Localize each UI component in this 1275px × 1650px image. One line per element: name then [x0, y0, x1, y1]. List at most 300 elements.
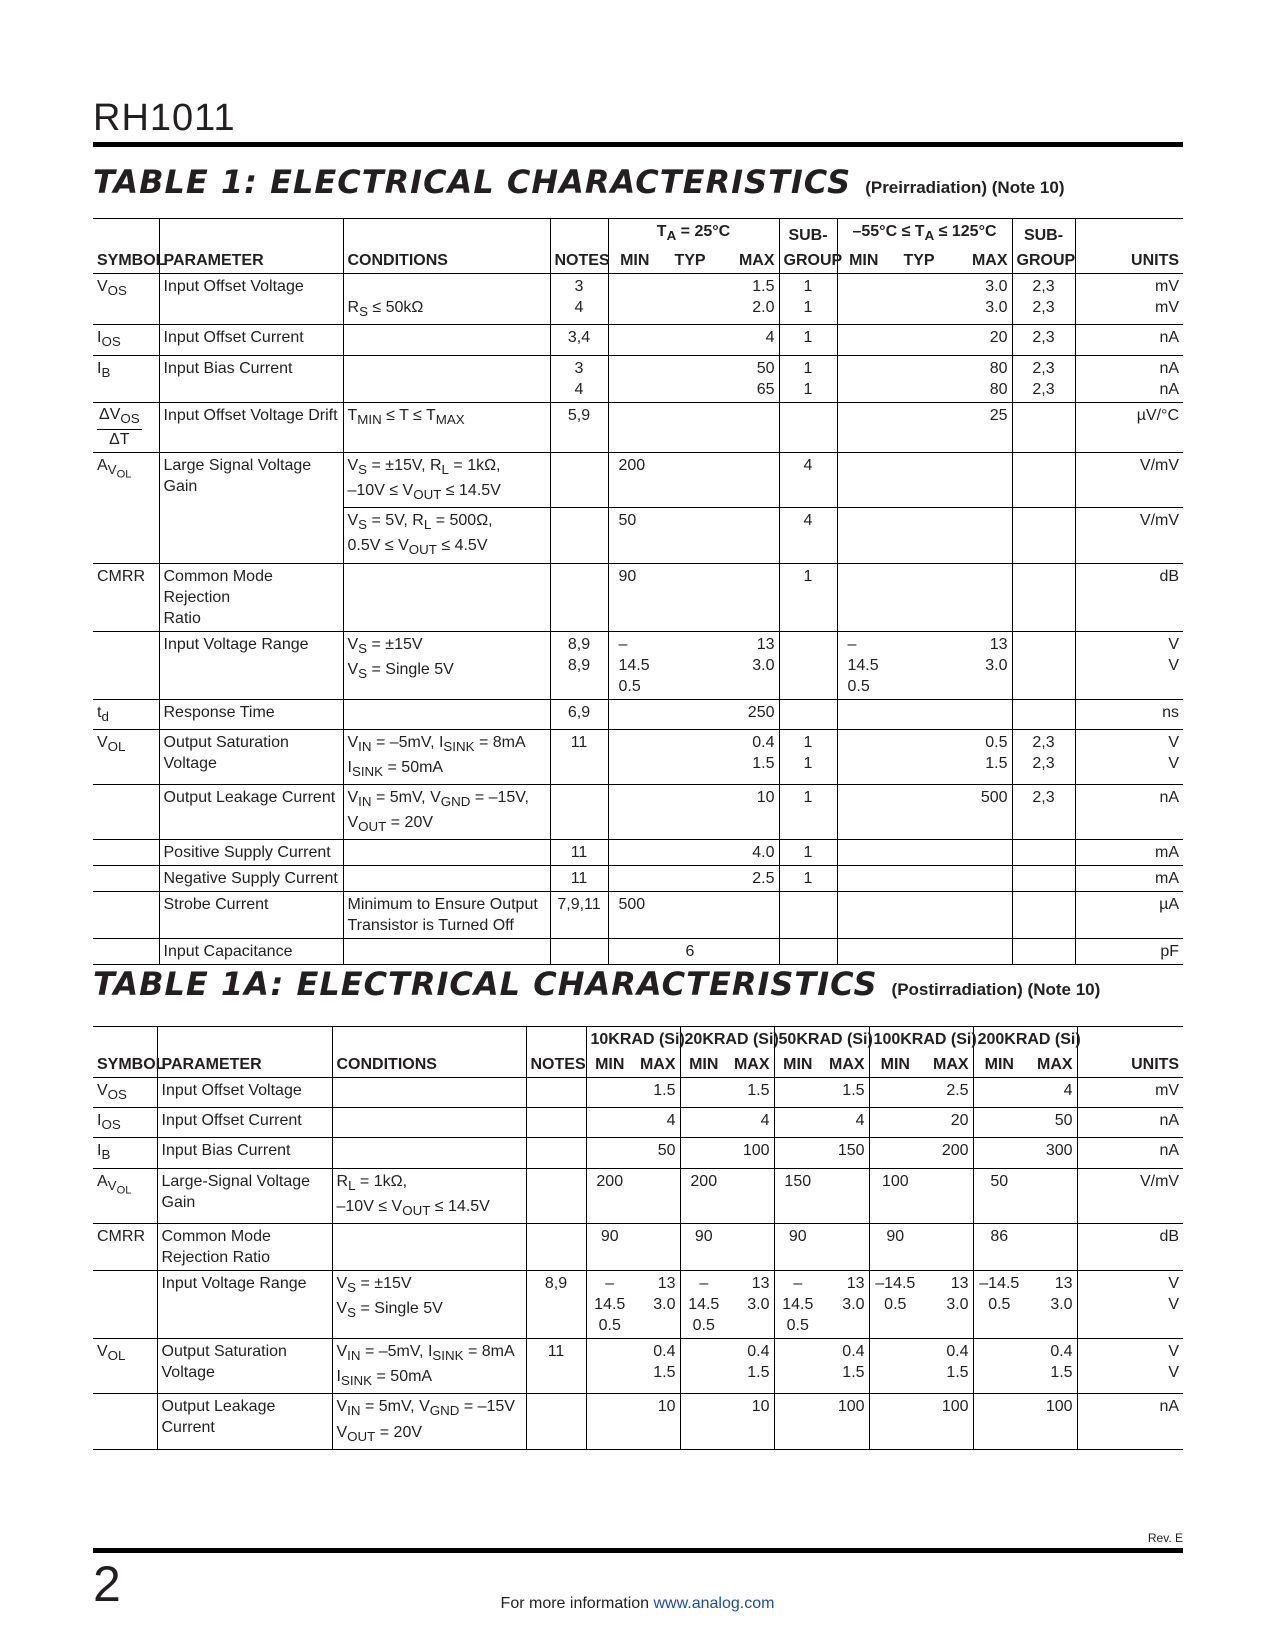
t1a-min-cell: 90 [586, 1223, 633, 1270]
t1-max25-cell: 13 3.0 [752, 635, 775, 674]
t1-parameter-cell: Input Offset Voltage [159, 274, 343, 325]
t1-min25-cell [608, 785, 661, 840]
more-info-text: For more information [500, 1595, 654, 1612]
t1-sub1-cell [779, 939, 837, 965]
t1a-group-header: 100KRAD (Si) [869, 1027, 973, 1053]
t1-max25-cell: 4.0 [752, 844, 775, 862]
t1-col-header: GROUP [1012, 248, 1075, 274]
t1-min25-cell [608, 840, 661, 866]
t1-units-cell: nA nA [1075, 355, 1183, 402]
table-row [93, 1108, 1183, 1138]
t1-typT-cell [890, 840, 948, 866]
t1-notes-cell [550, 563, 608, 631]
t1-typ25-cell [661, 452, 719, 507]
t1a-col-header: MAX [633, 1052, 680, 1078]
t1-conditions-cell: $V_S = 5V$, $R_L = 500\Omega$, $0.5V \le V_{OUT} \le 4.5V$ [343, 508, 550, 563]
t1a-max-cell: 100 [837, 1398, 865, 1416]
t1-maxT-cell: 3.0 3.0 [985, 278, 1008, 317]
t1-sub1-cell [779, 892, 837, 939]
t1-min25-cell: 50 [608, 508, 661, 563]
t1a-max-cell: 100 [941, 1398, 969, 1416]
t1a-symbol-cell: $V_{OS}$ [97, 1082, 127, 1103]
t1a-col-header: MAX [921, 1052, 973, 1078]
table-row [93, 840, 1183, 866]
table1-subtitle: (Preirradiation) (Note 10) [865, 178, 1065, 197]
t1a-conditions-cell [332, 1078, 526, 1108]
t1a-notes-cell [526, 1108, 586, 1138]
t1-typT-cell [890, 452, 948, 507]
t1-sub1-cell: 4 [779, 508, 837, 563]
t1a-min-cell [680, 1078, 727, 1108]
t1a-min-cell [680, 1338, 727, 1393]
t1-sub-label-1: SUB- [779, 219, 837, 249]
t1-conditions-cell: $V_S = \pm 15V$ $V_S$ = Single 5V [343, 631, 550, 699]
t1-min25-cell: –14.5 0.5 [608, 631, 661, 699]
t1-typ25-cell [661, 866, 719, 892]
t1-min25-cell [608, 939, 661, 965]
t1-conditions-cell: $V_S = \pm 15V$, $R_L = 1k\Omega$, $-10V \le V_{OUT} \le 14.5V$ [343, 452, 550, 507]
t1a-max-cell [727, 1223, 774, 1270]
t1a-max-cell: 0.4 1.5 [1050, 1342, 1073, 1381]
t1a-parameter-cell: Output Saturation Voltage [157, 1338, 332, 1393]
t1-symbol-cell: $V_{OL}$ [97, 733, 126, 754]
t1a-max-cell: 0.4 1.5 [653, 1342, 676, 1381]
t1-typ25-cell [661, 785, 719, 840]
t1a-notes-cell: 8,9 [526, 1270, 586, 1338]
t1-sub2-cell: 2,3 [1012, 325, 1075, 355]
t1a-max-cell: 20 [950, 1112, 969, 1130]
table-row [93, 892, 1183, 939]
t1-sub2-cell: 2,3 [1012, 785, 1075, 840]
t1-col-header: CONDITIONS [343, 248, 550, 274]
t1a-col-header: NOTES [526, 1052, 586, 1078]
t1-notes-cell: 3 4 [550, 355, 608, 402]
t1-conditions-cell [343, 355, 550, 402]
t1a-max-cell: 150 [837, 1142, 865, 1160]
t1-notes-cell [550, 785, 608, 840]
t1-units-cell: mA [1075, 840, 1183, 866]
t1-conditions-cell: $V_{IN} = -5mV$, $I_{SINK} = 8mA$ $I_{SINK} = 50mA$ [343, 729, 550, 784]
t1-typT-cell [890, 785, 948, 840]
t1-units-cell: µA [1075, 892, 1183, 939]
t1-parameter-cell: Output Leakage Current [159, 785, 343, 840]
table-row [93, 508, 1183, 563]
t1-parameter-cell: Response Time [159, 699, 343, 729]
t1-units-cell: V/mV [1075, 452, 1183, 507]
t1a-min-cell [869, 1078, 921, 1108]
t1-symbol-cell [93, 631, 159, 699]
t1a-min-cell [774, 1138, 821, 1168]
t1a-symbol-cell: $I_{OS}$ [97, 1112, 121, 1133]
t1a-conditions-cell: $R_L = 1k\Omega$, $-10V \le V_{OUT} \le 14.5V$ [332, 1168, 526, 1223]
t1a-max-cell: 100 [1045, 1398, 1073, 1416]
t1-maxT-cell [948, 699, 1012, 729]
t1-col-header: PARAMETER [159, 248, 343, 274]
t1-sub1-cell [779, 699, 837, 729]
t1-parameter-cell: Input Bias Current [159, 355, 343, 402]
t1-typT-cell [890, 866, 948, 892]
t1a-max-cell: 1.5 [653, 1082, 676, 1099]
t1-maxT-cell [948, 866, 1012, 892]
t1-units-cell: mA [1075, 866, 1183, 892]
t1-sub2-cell: 2,3 2,3 [1012, 355, 1075, 402]
table-row [93, 699, 1183, 729]
t1a-group-header: 200KRAD (Si) [973, 1027, 1077, 1053]
t1-parameter-cell: Common Mode Rejection Ratio [159, 563, 343, 631]
t1a-min-cell [680, 1138, 727, 1168]
t1a-units-cell: V V [1077, 1270, 1183, 1338]
table-row [93, 1168, 1183, 1223]
t1-symbol-cell [93, 840, 159, 866]
t1-minT-cell [837, 892, 890, 939]
t1-units-cell: V V [1075, 729, 1183, 784]
t1-sub1-cell: 1 [779, 563, 837, 631]
t1-typ25-cell [661, 892, 719, 939]
t1-minT-cell [837, 563, 890, 631]
t1-minT-cell [837, 355, 890, 402]
t1a-col-header: MIN [869, 1052, 921, 1078]
table1a-heading [93, 965, 1100, 1003]
t1-minT-cell: –14.5 0.5 [837, 631, 890, 699]
t1-symbol-cell [93, 508, 159, 563]
t1-parameter-cell: Output Saturation Voltage [159, 729, 343, 784]
t1a-max-cell [1025, 1223, 1077, 1270]
t1-minT-cell [837, 325, 890, 355]
t1a-max-cell: 0.4 1.5 [747, 1342, 770, 1381]
t1a-min-cell [973, 1078, 1025, 1108]
t1-conditions-cell [343, 563, 550, 631]
t1-maxT-cell: 500 [980, 789, 1008, 807]
t1a-parameter-cell: Output Leakage Current [157, 1394, 332, 1449]
t1a-symbol-cell: $V_{OL}$ [97, 1342, 126, 1364]
t1-minT-cell [837, 402, 890, 452]
analog-link[interactable]: www.analog.com [653, 1595, 775, 1612]
page-number: 2 [93, 1556, 121, 1612]
t1-col-header: MIN [608, 248, 661, 274]
t1a-min-cell: 90 [774, 1223, 821, 1270]
t1a-min-cell [973, 1394, 1025, 1449]
t1-minT-cell [837, 866, 890, 892]
t1a-min-cell [586, 1394, 633, 1449]
table-row [93, 325, 1183, 355]
t1-sub2-cell: 2,3 2,3 [1012, 729, 1075, 784]
t1a-parameter-cell: Input Offset Voltage [157, 1078, 332, 1108]
t1-maxT-cell: 25 [989, 406, 1008, 424]
t1a-units-cell: V V [1077, 1338, 1183, 1393]
t1-notes-cell [550, 508, 608, 563]
t1a-col-header: MIN [973, 1052, 1025, 1078]
table1a-subtitle: (Postirradiation) (Note 10) [891, 980, 1101, 999]
t1-max25-cell: 0.4 1.5 [752, 733, 775, 772]
t1-conditions-cell [343, 325, 550, 355]
t1a-min-cell [973, 1138, 1025, 1168]
t1-typ25-cell [661, 699, 719, 729]
t1a-units-cell: V/mV [1077, 1168, 1183, 1223]
more-info [0, 1595, 1275, 1613]
t1-min25-cell: 200 [608, 452, 661, 507]
t1-maxT-cell: 13 3.0 [985, 635, 1008, 674]
t1-col-header: MAX [948, 248, 1012, 274]
t1a-col-header: MIN [774, 1052, 821, 1078]
t1-parameter-cell: Strobe Current [159, 892, 343, 939]
t1-units-cell: ns [1075, 699, 1183, 729]
t1a-max-cell [921, 1168, 973, 1223]
t1a-min-cell [680, 1394, 727, 1449]
t1a-min-cell: 90 [869, 1223, 921, 1270]
t1a-max-cell [727, 1168, 774, 1223]
t1-min25-cell: 500 [608, 892, 661, 939]
t1-typT-cell [890, 508, 948, 563]
t1-typT-cell [890, 274, 948, 325]
t1-conditions-cell [343, 840, 550, 866]
t1-col-header: TYP [661, 248, 719, 274]
t1-notes-cell: 8,9 8,9 [550, 631, 608, 699]
t1a-units-cell: nA [1077, 1138, 1183, 1168]
t1-minT-cell [837, 452, 890, 507]
t1a-min-cell: 200 [586, 1168, 633, 1223]
t1-max25-cell [719, 939, 779, 965]
t1a-group-header: 50KRAD (Si) [774, 1027, 869, 1053]
t1-symbol-cell [93, 892, 159, 939]
t1a-parameter-cell: Large-Signal Voltage Gain [157, 1168, 332, 1223]
t1-conditions-cell [343, 939, 550, 965]
t1a-parameter-cell: Input Offset Current [157, 1108, 332, 1138]
t1a-symbol-cell [93, 1394, 157, 1449]
t1-group-ta25: $T_A = 25^\circ C$ [608, 219, 779, 249]
t1-max25-cell: 250 [747, 703, 775, 721]
t1a-max-cell [633, 1223, 680, 1270]
t1-symbol-cell [93, 785, 159, 840]
t1a-max-cell: 50 [1054, 1112, 1073, 1130]
t1-col-header: TYP [890, 248, 948, 274]
t1-conditions-cell: $T_{MIN} \le T \le T_{MAX}$ [343, 402, 550, 452]
t1-minT-cell [837, 840, 890, 866]
t1-parameter-cell [159, 508, 343, 563]
t1a-group-header: 20KRAD (Si) [680, 1027, 774, 1053]
t1a-min-cell [869, 1394, 921, 1449]
t1-sub2-cell [1012, 402, 1075, 452]
t1a-max-cell: 300 [1045, 1142, 1073, 1160]
table-row [93, 1078, 1183, 1108]
t1a-min-cell: –14.5 0.5 [774, 1270, 821, 1338]
t1-symbol-cell: $A_{V_{OL}}$ [97, 456, 132, 481]
t1-sub1-cell: 1 [779, 840, 837, 866]
t1-sub2-cell [1012, 631, 1075, 699]
t1a-min-cell [869, 1138, 921, 1168]
t1-sub-label-2: SUB- [1012, 219, 1075, 249]
t1-units-cell: µV/°C [1075, 402, 1183, 452]
t1a-min-cell: –14.5 0.5 [973, 1270, 1025, 1338]
t1-minT-cell [837, 939, 890, 965]
t1a-notes-cell [526, 1138, 586, 1168]
t1-sub1-cell: 1 [779, 325, 837, 355]
t1a-min-cell [973, 1108, 1025, 1138]
t1-maxT-cell [948, 840, 1012, 866]
t1-typT-cell [890, 939, 948, 965]
t1-notes-cell: 6,9 [550, 699, 608, 729]
t1-conditions-cell: Minimum to Ensure Output Transistor is Turned Off [343, 892, 550, 939]
t1-col-header: MIN [837, 248, 890, 274]
table-row [93, 274, 1183, 325]
t1-min25-cell [608, 274, 661, 325]
t1-sub1-cell [779, 631, 837, 699]
table-row [93, 866, 1183, 892]
t1-conditions-cell: $R_S \le 50k\Omega$ [343, 274, 550, 325]
t1a-min-cell: 50 [973, 1168, 1025, 1223]
table1a [93, 1026, 1183, 1450]
t1-typ25-cell [661, 631, 719, 699]
t1a-max-cell: 1.5 [747, 1082, 770, 1099]
t1a-max-cell: 13 3.0 [747, 1274, 770, 1313]
t1-parameter-cell: Input Capacitance [159, 939, 343, 965]
t1a-col-header: SYMBOL [93, 1052, 157, 1078]
t1a-max-cell: 2.5 [946, 1082, 969, 1099]
t1a-notes-cell: 11 [526, 1338, 586, 1393]
t1a-notes-cell [526, 1394, 586, 1449]
t1-max25-cell: 1.5 2.0 [752, 278, 775, 317]
table-row [93, 1138, 1183, 1168]
t1-typT-cell [890, 631, 948, 699]
t1-typT-cell [890, 729, 948, 784]
t1-maxT-cell: 80 80 [989, 359, 1008, 398]
t1a-conditions-cell [332, 1108, 526, 1138]
t1-symbol-cell: $t_d$ [97, 703, 109, 724]
t1-sub1-cell: 4 [779, 452, 837, 507]
t1-symbol-cell [93, 866, 159, 892]
t1a-max-cell: 4 [1063, 1082, 1073, 1099]
t1-sub2-cell [1012, 840, 1075, 866]
t1a-col-header: PARAMETER [157, 1052, 332, 1078]
t1a-min-cell [586, 1108, 633, 1138]
t1-notes-cell: 11 [550, 866, 608, 892]
t1-units-cell: dB [1075, 563, 1183, 631]
t1-sub1-cell: 1 1 [779, 729, 837, 784]
t1a-parameter-cell: Common Mode Rejection Ratio [157, 1223, 332, 1270]
t1a-min-cell [586, 1338, 633, 1393]
t1-maxT-cell [948, 563, 1012, 631]
t1a-max-cell: 0.4 1.5 [946, 1342, 969, 1381]
t1-typ25-cell [661, 840, 719, 866]
t1-symbol-cell: $I_B$ [97, 359, 111, 380]
t1a-conditions-cell [332, 1138, 526, 1168]
t1-units-cell: nA [1075, 785, 1183, 840]
table-row [93, 1223, 1183, 1270]
t1a-symbol-cell: $A_{V_{OL}}$ [97, 1172, 132, 1197]
t1-typT-cell [890, 892, 948, 939]
t1-sub2-cell [1012, 866, 1075, 892]
t1a-min-cell: 150 [774, 1168, 821, 1223]
table-row [93, 939, 1183, 965]
t1-max25-cell: 2.5 [752, 870, 775, 888]
t1-units-cell: nA [1075, 325, 1183, 355]
t1-sub1-cell: 1 [779, 866, 837, 892]
t1a-units-cell: dB [1077, 1223, 1183, 1270]
t1a-max-cell: 13 3.0 [1050, 1274, 1073, 1313]
t1-symbol-cell: $I_{OS}$ [97, 329, 121, 350]
t1a-max-cell: 0.4 1.5 [842, 1342, 865, 1381]
t1-sub2-cell [1012, 892, 1075, 939]
t1a-group-header: 10KRAD (Si) [586, 1027, 680, 1053]
t1a-max-cell: 10 [751, 1398, 770, 1416]
t1a-max-cell: 4 [666, 1112, 676, 1130]
t1-max25-cell [719, 892, 779, 939]
t1a-parameter-cell: Input Voltage Range [157, 1270, 332, 1338]
t1-max25-cell [719, 402, 779, 452]
t1-typT-cell [890, 563, 948, 631]
t1-sub2-cell: 2,3 2,3 [1012, 274, 1075, 325]
t1-parameter-cell: Positive Supply Current [159, 840, 343, 866]
t1-min25-cell [608, 729, 661, 784]
t1-min25-cell: 90 [608, 563, 661, 631]
t1a-symbol-cell: $I_B$ [97, 1142, 111, 1163]
t1a-min-cell [869, 1108, 921, 1138]
t1a-col-header: MIN [586, 1052, 633, 1078]
t1-max25-cell [719, 508, 779, 563]
t1-maxT-cell [948, 508, 1012, 563]
t1a-symbol-cell [93, 1270, 157, 1338]
t1a-min-cell [774, 1338, 821, 1393]
t1-col-header: SYMBOL [93, 248, 159, 274]
t1a-max-cell: 13 3.0 [842, 1274, 865, 1313]
t1-minT-cell [837, 699, 890, 729]
t1-symbol-cell: CMRR [97, 567, 145, 585]
t1-units-cell: V/mV [1075, 508, 1183, 563]
part-number: RH1011 [93, 97, 236, 139]
t1a-parameter-cell: Input Bias Current [157, 1138, 332, 1168]
table-row [93, 1338, 1183, 1393]
t1a-conditions-cell [332, 1223, 526, 1270]
t1-maxT-cell [948, 892, 1012, 939]
t1a-min-cell [774, 1078, 821, 1108]
t1-typ25-cell: 6 [685, 943, 695, 961]
t1a-max-cell [821, 1168, 869, 1223]
t1a-min-cell: 200 [680, 1168, 727, 1223]
t1a-max-cell: 13 3.0 [653, 1274, 676, 1313]
t1a-min-cell [586, 1138, 633, 1168]
t1-minT-cell [837, 785, 890, 840]
t1a-notes-cell [526, 1223, 586, 1270]
t1-col-header: MAX [719, 248, 779, 274]
t1-max25-cell [719, 452, 779, 507]
t1a-min-cell: –14.5 0.5 [869, 1270, 921, 1338]
t1a-max-cell: 13 3.0 [946, 1274, 969, 1313]
t1-sub2-cell [1012, 508, 1075, 563]
t1-notes-cell: 3 4 [550, 274, 608, 325]
t1a-min-cell [869, 1338, 921, 1393]
t1a-units-cell: mV [1077, 1078, 1183, 1108]
t1-parameter-cell: Large Signal Voltage Gain [159, 452, 343, 507]
t1a-min-cell: –14.5 0.5 [680, 1270, 727, 1338]
t1-typT-cell [890, 355, 948, 402]
t1a-min-cell [973, 1338, 1025, 1393]
table-row [93, 355, 1183, 402]
t1-typ25-cell [661, 325, 719, 355]
t1a-col-header: MAX [727, 1052, 774, 1078]
t1-sub1-cell: 1 [779, 785, 837, 840]
t1-conditions-cell [343, 699, 550, 729]
t1-group-trange: $-55^\circ C \le T_A \le 125^\circ C$ [837, 219, 1012, 249]
t1-sub1-cell: 1 1 [779, 274, 837, 325]
t1a-max-cell [633, 1168, 680, 1223]
t1-max25-cell: 50 65 [756, 359, 775, 398]
t1a-conditions-cell: $V_{IN} = -5mV$, $I_{SINK} = 8mA$ $I_{SINK} = 50mA$ [332, 1338, 526, 1393]
t1-max25-cell: 4 [765, 329, 775, 347]
t1-col-header: NOTES [550, 248, 608, 274]
t1a-units-cell: nA [1077, 1394, 1183, 1449]
t1a-min-cell [586, 1078, 633, 1108]
t1-maxT-cell: 20 [989, 329, 1008, 347]
t1-typT-cell [890, 402, 948, 452]
